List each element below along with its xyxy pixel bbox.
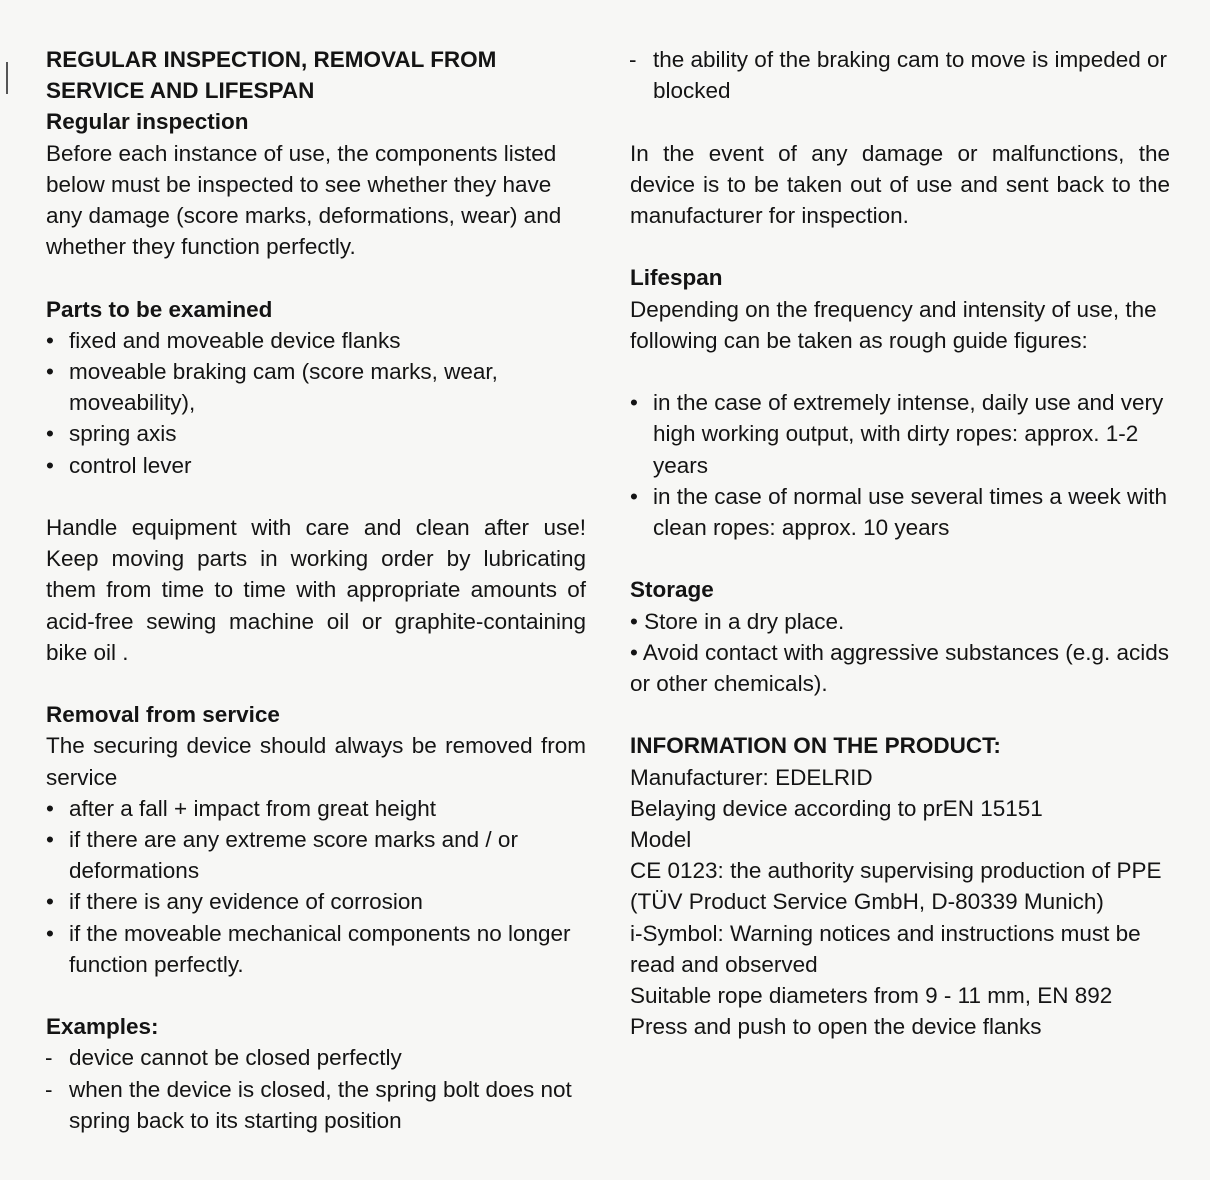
bullet-marker: • bbox=[46, 889, 54, 915]
product-info-title: INFORMATION ON THE PRODUCT: bbox=[630, 733, 1001, 759]
removal-item bbox=[46, 918, 586, 980]
bullet-marker: • bbox=[630, 390, 638, 416]
dash-marker: - bbox=[629, 47, 637, 72]
main-heading: REGULAR INSPECTION, REMOVAL FROM SERVICE AND LIFESPAN bbox=[46, 47, 497, 104]
damage-text: In the event of any damage or malfunctions, the device is to be taken out of use and sent back to the manufacturer for inspection. bbox=[630, 140, 1170, 228]
regular-inspection-title: Regular inspection bbox=[46, 109, 249, 135]
parts-item bbox=[46, 418, 586, 449]
removal-title: Removal from service bbox=[46, 702, 280, 728]
removal-item-text: if there is any evidence of corrosion bbox=[69, 889, 423, 915]
removal-item bbox=[46, 824, 586, 886]
parts-item bbox=[46, 325, 586, 356]
storage-item-text: Store in a dry place. bbox=[644, 608, 845, 634]
parts-title: Parts to be examined bbox=[46, 296, 273, 322]
example-item bbox=[46, 1074, 586, 1136]
product-info-line: Suitable rope diameters from 9 - 11 mm, EN 892 bbox=[630, 983, 1113, 1009]
parts-item-text: spring axis bbox=[69, 421, 177, 447]
scan-edge-mark bbox=[6, 62, 8, 94]
parts-item-text: moveable braking cam (score marks, wear, moveability), bbox=[69, 359, 498, 416]
storage-item bbox=[630, 606, 1170, 637]
bullet-marker: • bbox=[630, 483, 638, 509]
lifespan-item-text: in the case of extremely intense, daily use and very high working output, with dirty ropes: approx. 1-2 years bbox=[653, 390, 1164, 478]
removal-item-text: after a fall + impact from great height bbox=[69, 795, 437, 821]
example-item bbox=[46, 1042, 586, 1073]
dash-marker: - bbox=[45, 1076, 53, 1102]
bullet-marker: • bbox=[46, 795, 54, 821]
product-info-line: i-Symbol: Warning notices and instructions must be read and observed bbox=[630, 920, 1141, 977]
parts-item bbox=[46, 356, 586, 418]
storage-title: Storage bbox=[630, 577, 714, 603]
bullet-marker: • bbox=[46, 452, 54, 478]
removal-item-text: if there are any extreme score marks and / or deformations bbox=[69, 827, 518, 884]
product-info-line: Manufacturer: EDELRID bbox=[630, 764, 873, 790]
bullet-marker: • bbox=[46, 827, 54, 853]
parts-item-text: fixed and moveable device flanks bbox=[69, 327, 401, 353]
product-info-line: Belaying device according to prEN 15151 bbox=[630, 795, 1043, 821]
example-item-continued bbox=[630, 44, 1170, 106]
lifespan-item bbox=[630, 481, 1170, 543]
regular-inspection-text: Before each instance of use, the components listed below must be inspected to see whether they have any damage (score marks, deformations, wear) and whether they function perfectly. bbox=[46, 140, 562, 260]
removal-text: The securing device should always be removed from service bbox=[46, 733, 586, 790]
bullet-marker: • bbox=[46, 359, 54, 385]
lifespan-text: Depending on the frequency and intensity of use, the following can be taken as rough guide figures: bbox=[630, 296, 1157, 353]
dash-marker: - bbox=[45, 1045, 53, 1071]
parts-item bbox=[46, 450, 586, 481]
bullet-marker: • bbox=[46, 421, 54, 447]
parts-item-text: control lever bbox=[69, 452, 192, 478]
bullet-marker: • bbox=[46, 327, 54, 353]
removal-item bbox=[46, 886, 586, 917]
bullet-marker: • bbox=[630, 639, 638, 665]
bullet-marker: • bbox=[46, 920, 54, 946]
left-column bbox=[46, 44, 586, 1136]
storage-item bbox=[630, 637, 1170, 699]
product-info-line: CE 0123: the authority supervising production of PPE (TÜV Product Service GmbH, D-80339 Munich) bbox=[630, 858, 1162, 915]
lifespan-item bbox=[630, 387, 1170, 481]
example-item-text: the ability of the braking cam to move is impeded or blocked bbox=[653, 47, 1168, 104]
care-text: Handle equipment with care and clean after use! Keep moving parts in working order by lubricating them from time to time with appropriate amounts of acid-free sewing machine oil or graphite-containing bike oil . bbox=[46, 515, 586, 665]
example-item-text: device cannot be closed perfectly bbox=[69, 1045, 402, 1071]
removal-item bbox=[46, 793, 586, 824]
product-info-line: Model bbox=[630, 827, 692, 852]
storage-item-text: Avoid contact with aggressive substances (e.g. acids or other chemicals). bbox=[630, 639, 1170, 696]
bullet-marker: • bbox=[630, 608, 638, 634]
example-item-text: when the device is closed, the spring bolt does not spring back to its starting position bbox=[69, 1076, 572, 1133]
right-column bbox=[630, 44, 1170, 1042]
lifespan-title: Lifespan bbox=[630, 265, 723, 291]
examples-title: Examples: bbox=[46, 1014, 159, 1040]
removal-item-text: if the moveable mechanical components no longer function perfectly. bbox=[69, 920, 571, 977]
lifespan-item-text: in the case of normal use several times a week with clean ropes: approx. 10 years bbox=[653, 483, 1167, 540]
product-info-line: Press and push to open the device flanks bbox=[630, 1014, 1042, 1040]
